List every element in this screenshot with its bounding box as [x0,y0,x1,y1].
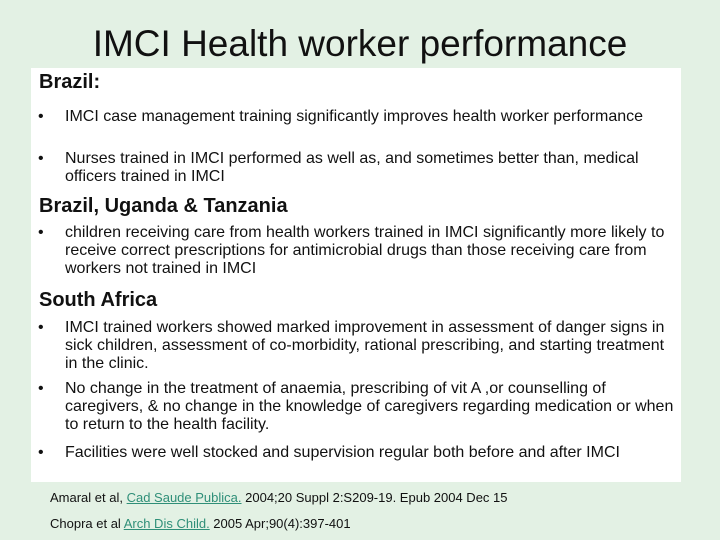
section-heading-brazil-uganda-tanzania: Brazil, Uganda & Tanzania [39,195,288,217]
reference-details: 2005 Apr;90(4):397-401 [209,516,351,531]
section-heading-south-africa: South Africa [39,289,158,311]
reference-details: 2004;20 Suppl 2:S209-19. Epub 2004 Dec 15 [241,490,508,505]
bullet-icon: • [38,108,44,125]
bullet-icon: • [38,380,44,397]
content-panel [31,68,681,482]
bullet-text: IMCI trained workers showed marked improvement in assessment of danger signs in sick children, assessment of co-morbidity, rational prescribing, and starting treatment in the clinic. [65,319,665,372]
journal-link[interactable]: Cad Saude Publica. [126,490,242,505]
bullet-icon: • [38,319,44,336]
reference-authors: Chopra et al [50,516,124,531]
section-heading-brazil: Brazil: [39,71,101,93]
bullet-icon: • [38,444,44,461]
bullet-text: Facilities were well stocked and supervision regular both before and after IMCI [65,444,620,461]
bullet-icon: • [38,224,44,241]
reference-authors: Amaral et al, [50,490,127,505]
bullet-icon: • [38,150,44,167]
slide-title: IMCI Health worker performance [92,23,628,64]
bullet-text: children receiving care from health workers trained in IMCI significantly more likely to receive correct prescriptions for antimicrobial drugs than those receiving care from workers not trained in IMCI [65,224,665,277]
reference-citation [50,490,508,506]
bullet-text: IMCI case management training significantly improves health worker performance [65,108,644,125]
bullet-text: No change in the treatment of anaemia, prescribing of vit A ,or counselling of caregivers, & no change in the knowledge of caregivers regarding medication or when to return to the health facility. [65,380,674,433]
bullet-text: Nurses trained in IMCI performed as well as, and sometimes better than, medical officers trained in IMCI [65,150,639,185]
journal-link[interactable]: Arch Dis Child. [123,516,210,531]
reference-citation [50,516,351,532]
